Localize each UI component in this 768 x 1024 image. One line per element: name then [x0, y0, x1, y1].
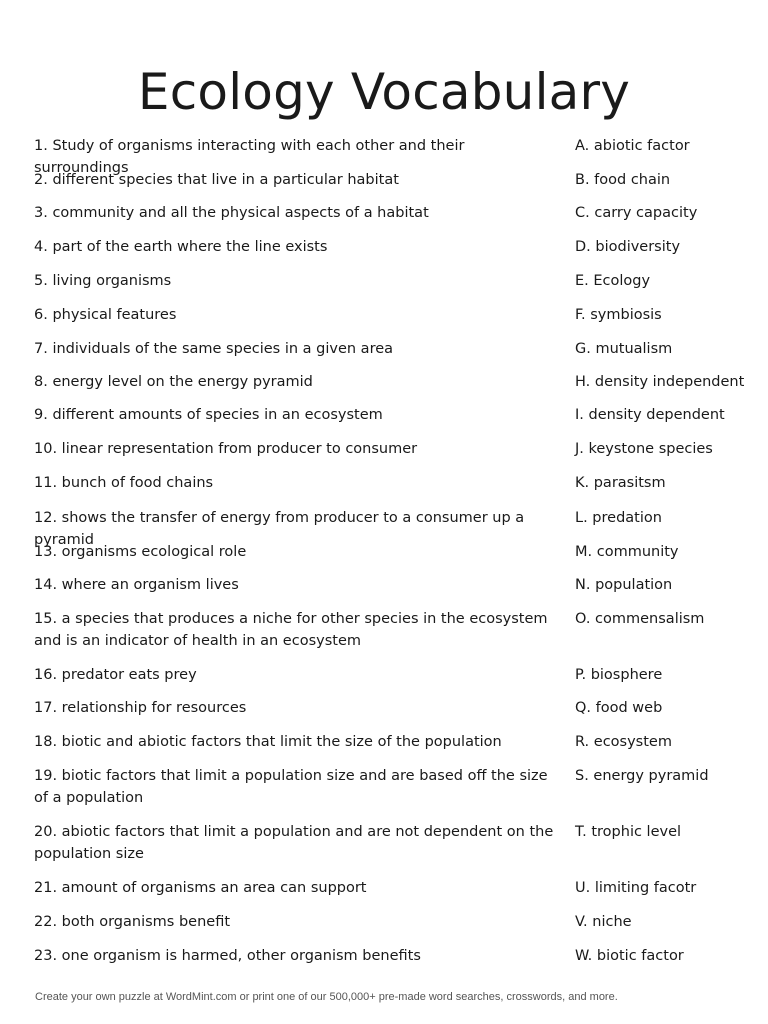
answer-text: H. density independent	[575, 374, 745, 390]
clue-text: 23. one organism is harmed, other organism benefits	[34, 948, 421, 964]
answer-text: J. keystone species	[575, 441, 713, 457]
answer-text: I. density dependent	[575, 407, 725, 423]
answer-text: D. biodiversity	[575, 239, 681, 255]
answer-text: Q. food web	[575, 700, 663, 716]
clue-text: 21. amount of organisms an area can support	[34, 880, 367, 896]
page-title: Ecology Vocabulary	[137, 63, 631, 121]
clue-text: 9. different amounts of species in an ecosystem	[34, 407, 383, 423]
footer-note: Create your own puzzle at WordMint.com or print one of our 500,000+ pre-made word searches, crosswords, and more.	[35, 991, 618, 1003]
clue-text: 6. physical features	[34, 307, 177, 323]
clue-text: 4. part of the earth where the line exists	[34, 239, 328, 255]
clue-text: 2. different species that live in a particular habitat	[34, 172, 399, 188]
answer-text: A. abiotic factor	[575, 138, 690, 154]
answer-text: S. energy pyramid	[575, 768, 709, 784]
clue-text: 18. biotic and abiotic factors that limit the size of the population	[34, 734, 502, 750]
answer-text: M. community	[575, 544, 679, 560]
answer-text: V. niche	[575, 914, 632, 930]
clue-text: 20. abiotic factors that limit a population and are not dependent on the population size	[34, 824, 554, 862]
answer-text: G. mutualism	[575, 341, 673, 357]
answer-text: E. Ecology	[575, 273, 651, 289]
answer-text: L. predation	[575, 510, 662, 526]
answer-text: O. commensalism	[575, 611, 705, 627]
answer-text: P. biosphere	[575, 667, 663, 683]
clue-text: 16. predator eats prey	[34, 667, 197, 683]
answer-text: F. symbiosis	[575, 307, 662, 323]
clue-text: 1. Study of organisms interacting with each other and their surroundings	[34, 138, 465, 176]
clue-text: 10. linear representation from producer to consumer	[34, 441, 418, 457]
answer-text: K. parasitsm	[575, 475, 666, 491]
answer-text: U. limiting facotr	[575, 880, 697, 896]
clue-text: 11. bunch of food chains	[34, 475, 214, 491]
clue-text: 7. individuals of the same species in a given area	[34, 341, 394, 357]
clue-text: 22. both organisms benefit	[34, 914, 231, 930]
clue-text: 13. organisms ecological role	[34, 544, 247, 560]
answer-text: R. ecosystem	[575, 734, 672, 750]
answer-text: C. carry capacity	[575, 205, 698, 221]
clue-text: 15. a species that produces a niche for other species in the ecosystem and is an indicator of health in an ecosystem	[34, 611, 548, 649]
answer-text: W. biotic factor	[575, 948, 684, 964]
clue-text: 19. biotic factors that limit a population size and are based off the size of a population	[34, 768, 548, 806]
clue-text: 3. community and all the physical aspects of a habitat	[34, 205, 429, 221]
clue-text: 5. living organisms	[34, 273, 172, 289]
clue-text: 12. shows the transfer of energy from producer to a consumer up a pyramid	[34, 510, 525, 548]
clue-text: 17. relationship for resources	[34, 700, 247, 716]
answer-text: B. food chain	[575, 172, 671, 188]
clue-text: 8. energy level on the energy pyramid	[34, 374, 313, 390]
answer-text: T. trophic level	[575, 824, 682, 840]
answer-text: N. population	[575, 577, 673, 593]
clue-text: 14. where an organism lives	[34, 577, 239, 593]
